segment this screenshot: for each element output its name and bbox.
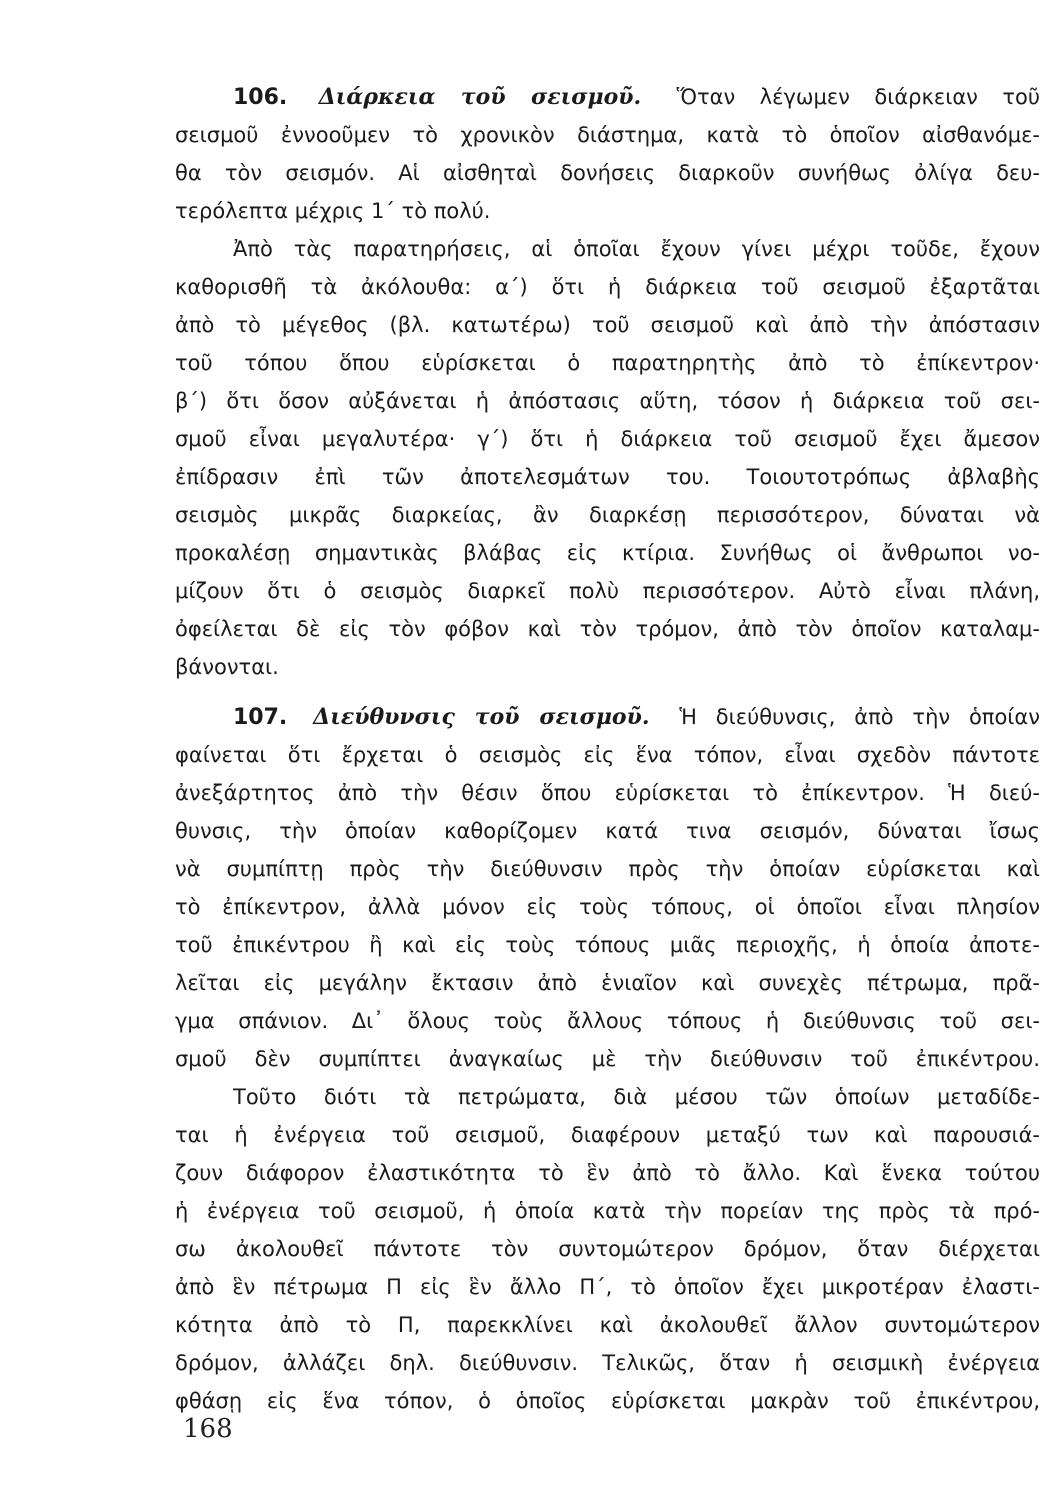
text-line: λεῖται εἰς μεγάλην ἔκτασιν ἀπὸ ἑνιαῖον καὶ συνεχὲς πέτρωμα, πρᾶ- — [175, 971, 1040, 995]
section-106-number: 106. — [233, 85, 288, 110]
text-line: β΄) ὅτι ὅσον αὐξάνεται ἡ ἀπόστασις αὕτη, τόσον ἡ διάρκεια τοῦ σει- — [175, 389, 1040, 413]
text-line: θα τὸν σεισμόν. Αἱ αἰσθηταὶ δονήσεις διαρκοῦν συνήθως ὀλίγα δευ- — [175, 161, 1040, 185]
text-line: σμοῦ δὲν συμπίπτει ἀναγκαίως μὲ τὴν διεύθυνσιν τοῦ ἐπικέντρου. — [175, 1047, 1040, 1071]
text-line: σμοῦ εἶναι μεγαλυτέρα· γ΄) ὅτι ἡ διάρκεια τοῦ σεισμοῦ ἔχει ἄμεσον — [175, 427, 1040, 451]
section-107-title: Διεύθυνσις τοῦ σεισμοῦ. — [313, 704, 650, 730]
text-line: θυνσις, τὴν ὁποίαν καθορίζομεν κατά τινα σεισμόν, δύναται ἴσως — [175, 819, 1040, 843]
text-line: νὰ συμπίπτῃ πρὸς τὴν διεύθυνσιν πρὸς τὴν ὁποίαν εὑρίσκεται καὶ — [175, 857, 1040, 881]
text-line: ἡ ἐνέργεια τοῦ σεισμοῦ, ἡ ὁποία κατὰ τὴν πορείαν της πρὸς τὰ πρό- — [175, 1199, 1040, 1223]
text-line: φαίνεται ὅτι ἔρχεται ὁ σεισμὸς εἰς ἕνα τόπον, εἶναι σχεδὸν πάντοτε — [175, 743, 1040, 767]
text-line: ζουν διάφορον ἐλαστικότητα τὸ ἓν ἀπὸ τὸ ἄλλο. Καὶ ἕνεκα τούτου — [175, 1161, 1040, 1185]
text-line: τερόλεπτα μέχρις 1΄ τὸ πολύ. — [175, 199, 491, 223]
section-107-first-line: Ἡ διεύθυνσις, ἀπὸ τὴν ὁποίαν — [679, 705, 1040, 729]
text-line: ται ἡ ἐνέργεια τοῦ σεισμοῦ, διαφέρουν μεταξύ των καὶ παρουσιά- — [175, 1123, 1040, 1147]
section-106-first-line: Ὅταν λέγωμεν διάρκειαν τοῦ — [676, 85, 1040, 109]
text-line: σεισμὸς μικρᾶς διαρκείας, ἂν διαρκέσῃ περισσότερον, δύναται νὰ — [175, 503, 1040, 527]
page-number: 168 — [183, 1414, 233, 1444]
text-line: μίζουν ὅτι ὁ σεισμὸς διαρκεῖ πολὺ περισσότερον. Αὐτὸ εἶναι πλάνη, — [175, 579, 1040, 603]
text-line: ἀπὸ ἓν πέτρωμα Π εἰς ἓν ἄλλο Π΄, τὸ ὁποῖον ἔχει μικροτέραν ἐλαστι- — [175, 1275, 1040, 1299]
text-line: σω ἀκολουθεῖ πάντοτε τὸν συντομώτερον δρόμον, ὅταν διέρχεται — [175, 1237, 1040, 1261]
text-line: προκαλέσῃ σημαντικὰς βλάβας εἰς κτίρια. Συνήθως οἱ ἄνθρωποι νο- — [175, 541, 1040, 565]
text-line: ὀφείλεται δὲ εἰς τὸν φόβον καὶ τὸν τρόμον, ἀπὸ τὸν ὁποῖον καταλαμ- — [175, 617, 1040, 641]
text-line: ἀνεξάρτητος ἀπὸ τὴν θέσιν ὅπου εὑρίσκεται τὸ ἐπίκεντρον. Ἡ διεύ- — [175, 781, 1040, 805]
section-107-number: 107. — [233, 705, 288, 730]
text-line: τοῦ τόπου ὅπου εὑρίσκεται ὁ παρατηρητὴς ἀπὸ τὸ ἐπίκεντρον· — [175, 351, 1040, 375]
section-107-heading-line — [233, 700, 1040, 734]
text-line: σεισμοῦ ἐννοοῦμεν τὸ χρονικὸν διάστημα, κατὰ τὸ ὁποῖον αἰσθανόμε- — [175, 123, 1040, 147]
text-line: βάνονται. — [175, 655, 279, 679]
text-line: Τοῦτο διότι τὰ πετρώματα, διὰ μέσου τῶν ὁποίων μεταδίδε- — [233, 1085, 1040, 1109]
text-line: ἀπὸ τὸ μέγεθος (βλ. κατωτέρω) τοῦ σεισμοῦ καὶ ἀπὸ τὴν ἀπόστασιν — [175, 313, 1040, 337]
text-line: ἐπίδρασιν ἐπὶ τῶν ἀποτελεσμάτων του. Τοιουτοτρόπως ἀβλαβὴς — [175, 465, 1040, 489]
text-line: δρόμον, ἀλλάζει δηλ. διεύθυνσιν. Τελικῶς, ὅταν ἡ σεισμικὴ ἐνέργεια — [175, 1351, 1040, 1375]
text-line: καθορισθῆ τὰ ἀκόλουθα: α΄) ὅτι ἡ διάρκεια τοῦ σεισμοῦ ἐξαρτᾶται — [175, 275, 1040, 299]
section-106-heading-line — [233, 80, 1040, 114]
text-line: φθάσῃ εἰς ἕνα τόπον, ὁ ὁποῖος εὑρίσκεται μακρὰν τοῦ ἐπικέντρου, — [175, 1389, 1040, 1413]
text-line: γμα σπάνιον. Δι᾽ ὅλους τοὺς ἄλλους τόπους ἡ διεύθυνσις τοῦ σει- — [175, 1009, 1040, 1033]
text-line: Ἀπὸ τὰς παρατηρήσεις, αἱ ὁποῖαι ἔχουν γίνει μέχρι τοῦδε, ἔχουν — [233, 237, 1040, 261]
text-line: κότητα ἀπὸ τὸ Π, παρεκκλίνει καὶ ἀκολουθεῖ ἄλλον συντομώτερον — [175, 1313, 1040, 1337]
text-line: τὸ ἐπίκεντρον, ἀλλὰ μόνον εἰς τοὺς τόπους, οἱ ὁποῖοι εἶναι πλησίον — [175, 895, 1040, 919]
text-line: τοῦ ἐπικέντρου ἢ καὶ εἰς τοὺς τόπους μιᾶς περιοχῆς, ἡ ὁποία ἀποτε- — [175, 933, 1040, 957]
section-106-title: Διάρκεια τοῦ σεισμοῦ. — [318, 84, 642, 110]
